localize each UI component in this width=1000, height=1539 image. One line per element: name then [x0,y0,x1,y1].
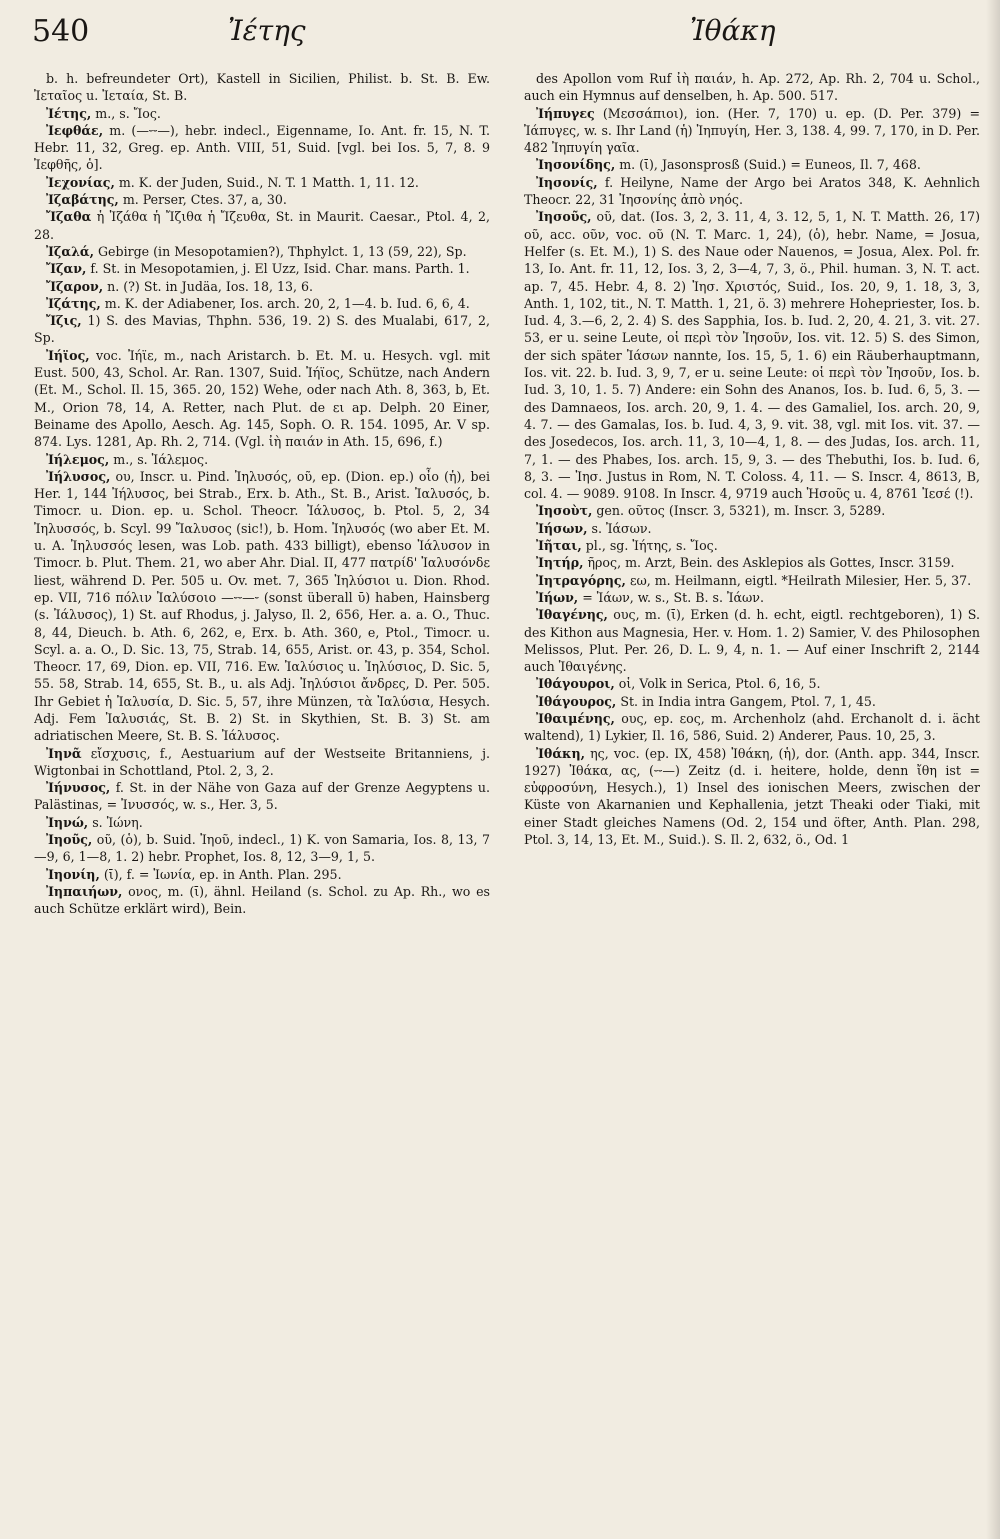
entry-text: gen. οῦτος (Inscr. 3, 5321), m. Inscr. 3, 5289. [596,503,886,519]
dictionary-entry [34,831,490,866]
left-column [34,70,490,1530]
entry-lemma: Ἰθάκη, [536,745,585,761]
entry-text: ῆρος, m. Arzt, Bein. des Asklepios als Gottes, Inscr. 3159. [587,555,955,571]
entry-text: pl., sg. Ἰήτης, s. Ἴος. [585,538,718,554]
entry-lemma: Ἰηοῦς, [46,832,93,848]
dictionary-entry [34,208,490,243]
entry-lemma: Ἰηονίη, [46,866,100,882]
entry-text: b. h. befreundeter Ort), Kastell in Sicilien, Philist. b. St. B. Ew. Ἰεταῖος u. Ἰεταία, St. B. [34,71,490,104]
entry-text: Gebirge (in Mesopotamien?), Thphylct. 1, 13 (59, 22), Sp. [98,243,467,259]
dictionary-entry [34,70,490,105]
dictionary-entry [34,105,490,122]
entry-text: 1) S. des Mavias, Thphn. 536, 19. 2) S. des Mualabi, 617, 2, Sp. [34,313,490,346]
entry-text: St. in India intra Gangem, Ptol. 7, 1, 45. [620,693,876,709]
entry-lemma: Ἰέτης, [46,105,92,121]
page-number: 540 [32,14,90,49]
entry-text: ου, Inscr. u. Pind. Ἰηλυσός, οῦ, ep. (Dion. ep.) οἶο (ἡ), bei Her. 1, 144 Ἰήλυσος, bei Strab., Erx. b. Ath., St. B., Arist. Ἰαλυσός, b. Timocr. u. Dion. ep. u. Schol. Theocr. Ἰάλυσος, b. Ptol. 5, 2, 34 Ἰηλυσσός, b. Scyl. 99 Ἴαλυσος (sic!), b. Hom. Ἰηλυσός (wo aber Et. M. u. A. Ἰηλυσσός lesen, was Lob. path. 433 billigt), ebenso Ἰάλυσον in Timocr. b. Plut. Them. 21, wo aber Ahr. Dial. II, 477 πατρίδ' Ἰαλυσόνδε liest, während D. Per. 505 u. Ov. met. 7, 365 Ἰηλύσιοι u. Dion. Rhod. ep. VII, 716 πόλιν Ἰαλύσοιο —⏑⏑—⏑ (sonst überall ῡ) haben, Hainsberg (s. Ἰάλυσος), 1) St. auf Rhodus, j. Jalyso, Il. 2, 656, Her. a. a. O., Thuc. 8, 44, Dieuch. b. Ath. 6, 262, e, Erx. b. Ath. 360, e, Ptol., Timocr. u. Scyl. a. a. O., D. Sic. 13, 75, Strab. 14, 655, Arist. or. 43, p. 354, Schol. Theocr. 17, 69, Dion. ep. VII, 716. Ew. Ἰαλύσιος u. Ἰηλύσιος, D. Sic. 5, 55. 58, Strab. 14, 655, St. B., u. als Adj. Ἰηλύσιοι ἄνδρες, D. Per. 505. Ihr Gebiet ἡ Ἰαλυσία, D. Sic. 5, 57, ihre Münzen, τὰ Ἰαλύσια, Hesych. Adj. Fem Ἰαλυσιάς, St. B. 2) St. in Skythien, St. B. 3) St. am adriatischen Meere, St. B. S. Ἰάλυσος. [34,468,490,744]
entry-text: m. K. der Adiabener, Ios. arch. 20, 2, 1—4. b. Iud. 6, 6, 4. [104,295,470,311]
entry-text: f. Heilyne, Name der Argo bei Aratos 348, K. Aehnlich Theocr. 22, 31 Ἰησονίης ἀπὸ νηός. [524,174,980,208]
dictionary-entry [524,693,980,710]
entry-text: οῦ, dat. (Ios. 3, 2, 3. 11, 4, 3. 12, 5, 1, N. T. Matth. 26, 17) οῦ, acc. οῦν, voc. οῦ (N. T. Marc. 1, 24), (ὁ), hebr. Name, = Josua, Helfer (s. Et. M.), 1) S. des Naue oder Nauenos, = Josua, Alex. Pol. fr. 13, Io. Ant. fr. 11, 12, Ios. 3, 2, 3—4, 7, 3, ö., Phil. human. 3, N. T. act. ap. 7, 45. Hebr. 4, 8. 2) Ἰησ. Χριστός, Suid., Ios. 20, 9, 1. 18, 3, 3, Anth. 1, 102, tit., N. T. Matth. 1, 21, ö. 3) mehrere Hohepriester, Ios. b. Iud. 4, 3.—6, 2, 2. 4) S. des Sapphia, Ios. b. Iud. 2, 20, 4. 21, 3. vit. 27. 53, er u. seine Leute, οἱ περὶ τὸν Ἰησοῦν, Ios. vit. 12. 5) S. des Simon, der sich später Ἰάσων nannte, Ios. 15, 5, 1. 6) ein Räuberhauptmann, Ios. vit. 22. b. Iud. 3, 9, 7, er u. seine Leute: οἱ περὶ τὸν Ἰησοῦν, Ios. b. Iud. 3, 10, 1. 5. 7) Andere: ein Sohn des Ananos, Ios. b. Iud. 6, 5, 3. — des Damnaeos, Ios. arch. 20, 9, 1. 4. — des Gamaliel, Ios. arch. 20, 9, 4. 7. — des Gamalas, Ios. b. Iud. 4, 3, 9. vit. 38, vgl. mit Ios. vit. 37. — des Josedecos, Ios. arch. 11, 3, 10—4, 1, 8. — des Judas, Ios. arch. 11, 7, 1. — des Phabes, Ios. arch. 15, 9, 3. — des Thebuthi, Ios. b. Iud. 6, 8, 3. — Ἰησ. Justus in Rom, N. T. Coloss. 4, 11. — S. Inscr. 4, 8613, B, col. 4. — 9089. 9108. In Inscr. 4, 9719 auch Ἠσοῦς u. 4, 8761 Ἰεσέ (!). [524,209,980,502]
dictionary-entry [34,122,490,174]
entry-lemma: Ἰθάγουρος, [536,693,617,709]
entry-lemma: Ἴζαρον, [46,278,104,294]
dictionary-entry [34,312,490,347]
entry-text: m., s. Ἴος. [95,105,161,121]
entry-lemma: Ἰζαλά, [46,243,94,259]
entry-text: ονος, m. (ῑ), ähnl. Heiland (s. Schol. zu Ap. Rh., wo es auch Schütze erklärt wird), Bein. [34,883,490,917]
entry-lemma: Ἰήλεμος, [46,451,110,467]
entry-lemma: Ἰήϊος, [46,347,90,363]
entry-lemma: Ἰεφθάε, [46,122,104,138]
entry-text: s. Ἰάσων. [591,520,652,536]
dictionary-columns [34,70,984,1530]
dictionary-entry [34,243,490,260]
dictionary-entry [34,174,490,191]
entry-lemma: Ἰησοὺτ, [536,503,593,519]
dictionary-entry [34,451,490,468]
entry-text: εἴσχυσις, f., Aestuarium auf der Westseite Britanniens, j. Wigtonbai in Schottland, Ptol. 2, 3, 2. [34,745,490,778]
dictionary-entry [524,520,980,537]
entry-lemma: Ἰήπυγες [536,105,595,121]
dictionary-entry [34,347,490,451]
entry-lemma: Ἰῆται, [536,538,582,554]
entry-lemma: Ἰεχονίας, [46,174,115,190]
page-edge-shadow [986,0,1000,1539]
dictionary-entry [34,260,490,277]
entry-text: (Μεσσάπιοι), ion. (Her. 7, 170) u. ep. (D. Per. 379) = Ἰάπυγες, w. s. Ihr Land (ἡ) Ἰηπυγίη, Her. 3, 138. 4, 99. 7, 170, in D. Per. 482 Ἰηπυγίη γαῖα. [524,105,980,156]
entry-lemma: Ἴζαθα [46,209,92,225]
entry-text: m., s. Ἰάλεμος. [113,451,209,467]
dictionary-entry [524,589,980,606]
entry-lemma: Ἴζαν, [46,261,87,277]
entry-text: f. St. in Mesopotamien, j. El Uzz, Isid. Char. mans. Parth. 1. [90,261,470,277]
entry-text: = Ἰάων, w. s., St. B. s. Ἰάων. [582,589,764,605]
entry-lemma: Ἰζάτης, [46,295,101,311]
dictionary-entry [34,779,490,814]
dictionary-entry [524,572,980,589]
entry-text: ης, voc. (ep. IX, 458) Ἰθάκη, (ἡ), dor. (Anth. app. 344, Inscr. 1927) Ἰθάκα, ας, (⏑⏑—) Zeitz (d. i. heitere, holde, denn ἴθη ist = εὐφροσύνη, Hesych.), 1) Insel des ionischen Meers, zwischen der Küste von Akarnanien und Kephallenia, jetzt Theaki oder Tiaki, mit einer Stadt gleiches Namens (Od. 2, 154 und öfter, Anth. Plan. 298, Ptol. 3, 14, 13, Et. M., Suid.). S. Il. 2, 632, ö., Od. 1 [524,745,980,848]
entry-text: ους, m. (ῑ), Erken (d. h. echt, eigtl. rechtgeboren), 1) S. des Kithon aus Magnesia, Her. v. Hom. 1. 2) Samier, V. des Philosophen Melissos, Plut. Per. 26, D. L. 9, 4, n. 1. — Auf einer Inschrift 2, 2144 auch Ἰθαιγένης. [524,607,980,675]
entry-text: ους, ep. εος, m. Archenholz (ahd. Erchanolt d. i. ächt waltend), 1) Lykier, Il. 16, 586, Suid. 2) Anderer, Paus. 10, 25, 3. [524,710,980,744]
entry-text: οἱ, Volk in Serica, Ptol. 6, 16, 5. [618,676,821,692]
dictionary-entry [524,710,980,745]
dictionary-entry [524,502,980,519]
entry-lemma: Ἰητήρ, [536,555,584,571]
entry-lemma: Ἰησονίδης, [536,157,616,173]
entry-text: s. Ἰώνη. [92,814,143,830]
dictionary-entry [524,745,980,849]
entry-lemma: Ἰθαιμένης, [536,710,615,726]
entry-lemma: Ἰηπαιήων, [46,883,123,899]
dictionary-entry [524,606,980,675]
entry-text: οῦ, (ὁ), b. Suid. Ἰηοῦ, indecl., 1) K. von Samaria, Ios. 8, 13, 7—9, 6, 1—8, 1. 2) hebr. Prophet, Ios. 8, 12, 3—9, 1, 5. [34,832,490,865]
entry-text: εω, m. Heilmann, eigtl. *Heilrath Milesier, Her. 5, 37. [629,572,972,588]
dictionary-entry [34,278,490,295]
entry-text: f. St. in der Nähe von Gaza auf der Grenze Aegyptens u. Palästinas, = Ἰνυσσός, w. s., Her. 3, 5. [34,780,490,813]
dictionary-entry [524,174,980,209]
entry-text: des Apollon vom Ruf ἰὴ παιάν, h. Ap. 272, Ap. Rh. 2, 704 u. Schol., auch ein Hymnus auf denselben, h. Ap. 500. 517. [524,71,980,104]
dictionary-entry [524,105,980,157]
dictionary-entry [34,883,490,918]
dictionary-entry [34,745,490,780]
dictionary-entry [34,814,490,831]
entry-lemma: Ἰησονίς, [536,174,598,190]
dictionary-entry [524,675,980,692]
page-header [0,0,1000,60]
dictionary-entry [524,70,980,105]
entry-lemma: Ἰηνᾶ [46,745,82,761]
entry-text: m. Perser, Ctes. 37, a, 30. [122,192,287,208]
entry-lemma: Ἰησοῦς, [536,209,592,225]
entry-text: m. (ῑ), Jasonsprosß (Suid.) = Euneos, Il. 7, 468. [619,157,921,173]
entry-lemma: Ἰήνυσος, [46,780,111,796]
entry-text: m. K. der Juden, Suid., N. T. 1 Matth. 1, 11. 12. [118,174,419,190]
entry-lemma: Ἰήλυσος, [46,468,111,484]
dictionary-entry [524,156,980,173]
right-column [524,70,980,1530]
entry-text: ἡ Ἰζάθα ἡ Ἴζιθα ἡ Ἴζευθα, St. in Maurit. Caesar., Ptol. 4, 2, 28. [34,209,490,242]
dictionary-entry [524,554,980,571]
entry-lemma: Ἰηνώ, [46,814,89,830]
entry-lemma: Ἰήσων, [536,520,588,536]
entry-lemma: Ἰθάγουροι, [536,676,615,692]
entry-text: m. (—⏑⏑—), hebr. indecl., Eigenname, Io. Ant. fr. 15, N. T. Hebr. 11, 32, Greg. ep. Anth. VIII, 51, Suid. [vgl. bei Ios. 5, 7, 8. 9 Ἰεφθῆς, ὁ]. [34,122,490,173]
dictionary-entry [34,866,490,883]
entry-text: (ῑ), f. = Ἰωνία, ep. in Anth. Plan. 295. [103,866,342,882]
dictionary-entry [34,468,490,745]
entry-lemma: Ἰήων, [536,589,579,605]
dictionary-entry [524,208,980,502]
header-first-entry: Ἰέτης [228,14,306,47]
entry-lemma: Ἰητραγόρης, [536,572,626,588]
dictionary-entry [34,295,490,312]
header-last-entry: Ἰθάκη [690,14,776,47]
entry-text: voc. Ἰήϊε, m., nach Aristarch. b. Et. M. u. Hesych. vgl. mit Eust. 500, 43, Schol. Ar. Ran. 1307, Suid. Ἰήϊος, Schütze, nach Andern (Et. M., Schol. Il. 15, 365. 20, 152) Wehe, oder nach Ath. 8, 363, b, Et. M., Orion 78, 14, A. Retter, nach Plut. de ει ap. Delph. 20 Einer, Beiname des Apollo, Aesch. Ag. 145, Soph. O. R. 154. 1095, Ar. V sp. 874. Lys. 1281, Ap. Rh. 2, 714. (Vgl. ἰὴ παιάν in Ath. 15, 696, f.) [34,347,490,450]
entry-lemma: Ἰθαγένης, [536,607,608,623]
dictionary-entry [524,537,980,554]
entry-text: n. (?) St. in Judäa, Ios. 18, 13, 6. [107,278,314,294]
entry-lemma: Ἴζις, [46,313,82,329]
dictionary-entry [34,191,490,208]
entry-lemma: Ἰζαβάτης, [46,192,119,208]
